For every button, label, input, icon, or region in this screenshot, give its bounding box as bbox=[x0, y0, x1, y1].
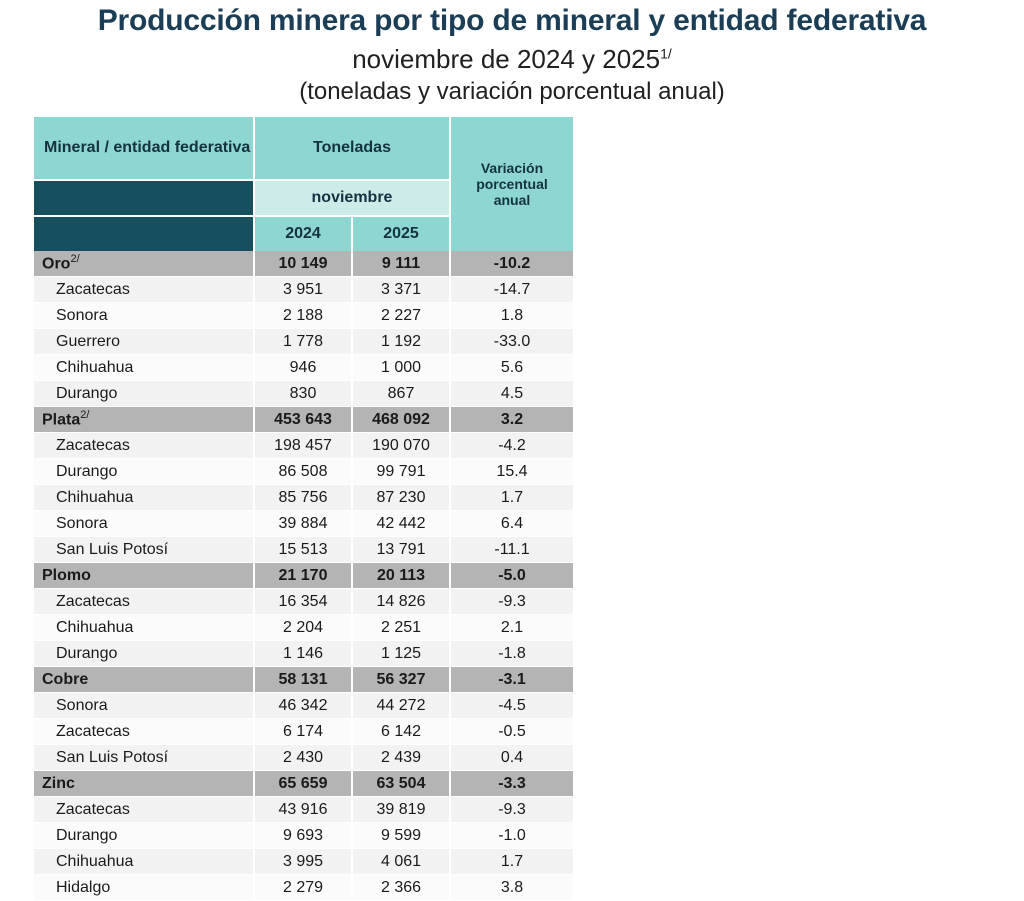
cell-value-2025: 13 791 bbox=[352, 537, 450, 563]
cell-value-2024: 46 342 bbox=[254, 693, 352, 719]
cell-value-variation: -11.1 bbox=[450, 537, 573, 563]
cell-value-2025: 9 111 bbox=[352, 251, 450, 277]
cell-value-2024: 15 513 bbox=[254, 537, 352, 563]
row-label-entity: Zacatecas bbox=[34, 797, 254, 823]
cell-value-variation: -33.0 bbox=[450, 329, 573, 355]
cell-value-2025: 6 142 bbox=[352, 719, 450, 745]
row-label-mineral: Cobre bbox=[34, 667, 254, 693]
cell-value-variation: 4.5 bbox=[450, 381, 573, 407]
table-row bbox=[34, 719, 573, 745]
table-row-group bbox=[34, 563, 573, 589]
table-row-group bbox=[34, 771, 573, 797]
table-row bbox=[34, 849, 573, 875]
row-label-entity: Durango bbox=[34, 459, 254, 485]
table-row bbox=[34, 511, 573, 537]
cell-value-2024: 2 204 bbox=[254, 615, 352, 641]
cell-value-variation: 1.7 bbox=[450, 485, 573, 511]
cell-value-2025: 468 092 bbox=[352, 407, 450, 433]
cell-value-2024: 453 643 bbox=[254, 407, 352, 433]
cell-value-2024: 21 170 bbox=[254, 563, 352, 589]
row-label-entity: Durango bbox=[34, 823, 254, 849]
header-variation-line2: porcentual bbox=[476, 175, 548, 192]
table-row bbox=[34, 537, 573, 563]
row-label-entity: Durango bbox=[34, 381, 254, 407]
cell-value-2025: 1 125 bbox=[352, 641, 450, 667]
cell-value-2024: 2 279 bbox=[254, 875, 352, 901]
cell-value-2025: 63 504 bbox=[352, 771, 450, 797]
cell-value-variation: 2.1 bbox=[450, 615, 573, 641]
cell-value-2024: 58 131 bbox=[254, 667, 352, 693]
cell-value-2024: 3 995 bbox=[254, 849, 352, 875]
cell-value-2024: 946 bbox=[254, 355, 352, 381]
cell-value-variation: 5.6 bbox=[450, 355, 573, 381]
header-variation bbox=[450, 117, 573, 251]
table-row bbox=[34, 303, 573, 329]
table-row bbox=[34, 485, 573, 511]
cell-value-2025: 3 371 bbox=[352, 277, 450, 303]
row-label-entity: Zacatecas bbox=[34, 277, 254, 303]
cell-value-2024: 65 659 bbox=[254, 771, 352, 797]
cell-value-variation: -10.2 bbox=[450, 251, 573, 277]
cell-value-2025: 99 791 bbox=[352, 459, 450, 485]
cell-value-2025: 2 439 bbox=[352, 745, 450, 771]
cell-value-2025: 20 113 bbox=[352, 563, 450, 589]
page-subtitle-units: (toneladas y variación porcentual anual) bbox=[299, 78, 725, 105]
header-tons: Toneladas bbox=[254, 117, 450, 180]
cell-value-2025: 1 000 bbox=[352, 355, 450, 381]
cell-value-2025: 867 bbox=[352, 381, 450, 407]
table-row-group bbox=[34, 667, 573, 693]
row-label-entity: Sonora bbox=[34, 303, 254, 329]
cell-value-2024: 43 916 bbox=[254, 797, 352, 823]
cell-value-variation: -14.7 bbox=[450, 277, 573, 303]
cell-value-variation: 0.4 bbox=[450, 745, 573, 771]
row-label-entity: Chihuahua bbox=[34, 485, 254, 511]
cell-value-2025: 1 192 bbox=[352, 329, 450, 355]
cell-value-2024: 16 354 bbox=[254, 589, 352, 615]
cell-value-2024: 830 bbox=[254, 381, 352, 407]
table-row bbox=[34, 693, 573, 719]
table-row bbox=[34, 589, 573, 615]
table-body bbox=[34, 251, 573, 901]
cell-value-2025: 9 599 bbox=[352, 823, 450, 849]
row-label-mineral: Oro$^{2/}$ bbox=[34, 251, 254, 277]
table-row bbox=[34, 745, 573, 771]
row-label-entity: Chihuahua bbox=[34, 355, 254, 381]
cell-value-2024: 1 146 bbox=[254, 641, 352, 667]
cell-value-2024: 10 149 bbox=[254, 251, 352, 277]
cell-value-2025: 87 230 bbox=[352, 485, 450, 511]
cell-value-2025: 2 227 bbox=[352, 303, 450, 329]
table-row bbox=[34, 433, 573, 459]
cell-value-variation: -5.0 bbox=[450, 563, 573, 589]
cell-value-2025: 14 826 bbox=[352, 589, 450, 615]
cell-value-2024: 86 508 bbox=[254, 459, 352, 485]
row-label-entity: Chihuahua bbox=[34, 615, 254, 641]
row-label-entity: San Luis Potosí bbox=[34, 745, 254, 771]
table-row bbox=[34, 381, 573, 407]
cell-value-2025: 190 070 bbox=[352, 433, 450, 459]
header-year-2025: 2025 bbox=[352, 216, 450, 251]
row-label-entity: Zacatecas bbox=[34, 719, 254, 745]
cell-value-2025: 56 327 bbox=[352, 667, 450, 693]
cell-value-variation: 1.7 bbox=[450, 849, 573, 875]
table-row bbox=[34, 641, 573, 667]
cell-value-2024: 198 457 bbox=[254, 433, 352, 459]
table-row bbox=[34, 329, 573, 355]
mining-production-table bbox=[34, 117, 573, 901]
cell-value-variation: 3.2 bbox=[450, 407, 573, 433]
row-label-entity: Sonora bbox=[34, 511, 254, 537]
row-label-mineral: Zinc bbox=[34, 771, 254, 797]
cell-value-variation: -9.3 bbox=[450, 797, 573, 823]
cell-value-2024: 1 778 bbox=[254, 329, 352, 355]
row-label-entity: Hidalgo bbox=[34, 875, 254, 901]
row-label-entity: Durango bbox=[34, 641, 254, 667]
row-label-entity: Zacatecas bbox=[34, 589, 254, 615]
table-header bbox=[34, 117, 573, 251]
cell-value-2025: 42 442 bbox=[352, 511, 450, 537]
header-month: noviembre bbox=[254, 180, 450, 216]
cell-value-variation: 6.4 bbox=[450, 511, 573, 537]
header-year-2024: 2024 bbox=[254, 216, 352, 251]
page-subtitle bbox=[0, 43, 1024, 76]
cell-value-variation: -3.3 bbox=[450, 771, 573, 797]
row-label-entity: Chihuahua bbox=[34, 849, 254, 875]
header-spacer-dark-1 bbox=[34, 180, 254, 216]
cell-value-2024: 85 756 bbox=[254, 485, 352, 511]
table-row bbox=[34, 277, 573, 303]
table-row bbox=[34, 459, 573, 485]
title-block bbox=[0, 0, 1024, 107]
header-variation-line3: anual bbox=[493, 192, 531, 209]
cell-value-2024: 3 951 bbox=[254, 277, 352, 303]
cell-value-2025: 44 272 bbox=[352, 693, 450, 719]
cell-value-variation: 3.8 bbox=[450, 875, 573, 901]
table-row bbox=[34, 823, 573, 849]
cell-value-variation: -9.3 bbox=[450, 589, 573, 615]
row-label-mineral: Plata$^{2/}$ bbox=[34, 407, 254, 433]
cell-value-variation: -4.2 bbox=[450, 433, 573, 459]
table-row-group bbox=[34, 407, 573, 433]
cell-value-2024: 9 693 bbox=[254, 823, 352, 849]
cell-value-2025: 39 819 bbox=[352, 797, 450, 823]
cell-value-variation: 1.8 bbox=[450, 303, 573, 329]
table-row bbox=[34, 875, 573, 901]
table-row bbox=[34, 615, 573, 641]
cell-value-variation: -3.1 bbox=[450, 667, 573, 693]
header-row-main bbox=[34, 117, 573, 180]
page-title: Producción minera por tipo de mineral y entidad federativa bbox=[97, 4, 927, 37]
row-footnote-mark: 2/ bbox=[70, 253, 80, 266]
row-footnote-mark: 2/ bbox=[80, 409, 90, 422]
cell-value-variation: -1.8 bbox=[450, 641, 573, 667]
cell-value-2024: 2 430 bbox=[254, 745, 352, 771]
table-row bbox=[34, 797, 573, 823]
row-label-mineral: Plomo bbox=[34, 563, 254, 589]
cell-value-2024: 6 174 bbox=[254, 719, 352, 745]
header-spacer-dark-2 bbox=[34, 216, 254, 251]
table-row bbox=[34, 355, 573, 381]
cell-value-2024: 39 884 bbox=[254, 511, 352, 537]
cell-value-variation: -4.5 bbox=[450, 693, 573, 719]
row-label-entity: Guerrero bbox=[34, 329, 254, 355]
cell-value-2025: 4 061 bbox=[352, 849, 450, 875]
row-label-entity: Zacatecas bbox=[34, 433, 254, 459]
cell-value-variation: 15.4 bbox=[450, 459, 573, 485]
page-subtitle-footnote-mark: 1/ bbox=[660, 44, 672, 61]
cell-value-variation: -0.5 bbox=[450, 719, 573, 745]
cell-value-2024: 2 188 bbox=[254, 303, 352, 329]
header-variation-line1: Variación bbox=[480, 159, 544, 176]
row-label-entity: San Luis Potosí bbox=[34, 537, 254, 563]
cell-value-2025: 2 251 bbox=[352, 615, 450, 641]
cell-value-variation: -1.0 bbox=[450, 823, 573, 849]
cell-value-2025: 2 366 bbox=[352, 875, 450, 901]
header-mineral-entity: Mineral / entidad federativa bbox=[34, 117, 254, 180]
page-subtitle-text: noviembre de 2024 y 2025 bbox=[352, 43, 661, 74]
table-row-group bbox=[34, 251, 573, 277]
row-label-entity: Sonora bbox=[34, 693, 254, 719]
